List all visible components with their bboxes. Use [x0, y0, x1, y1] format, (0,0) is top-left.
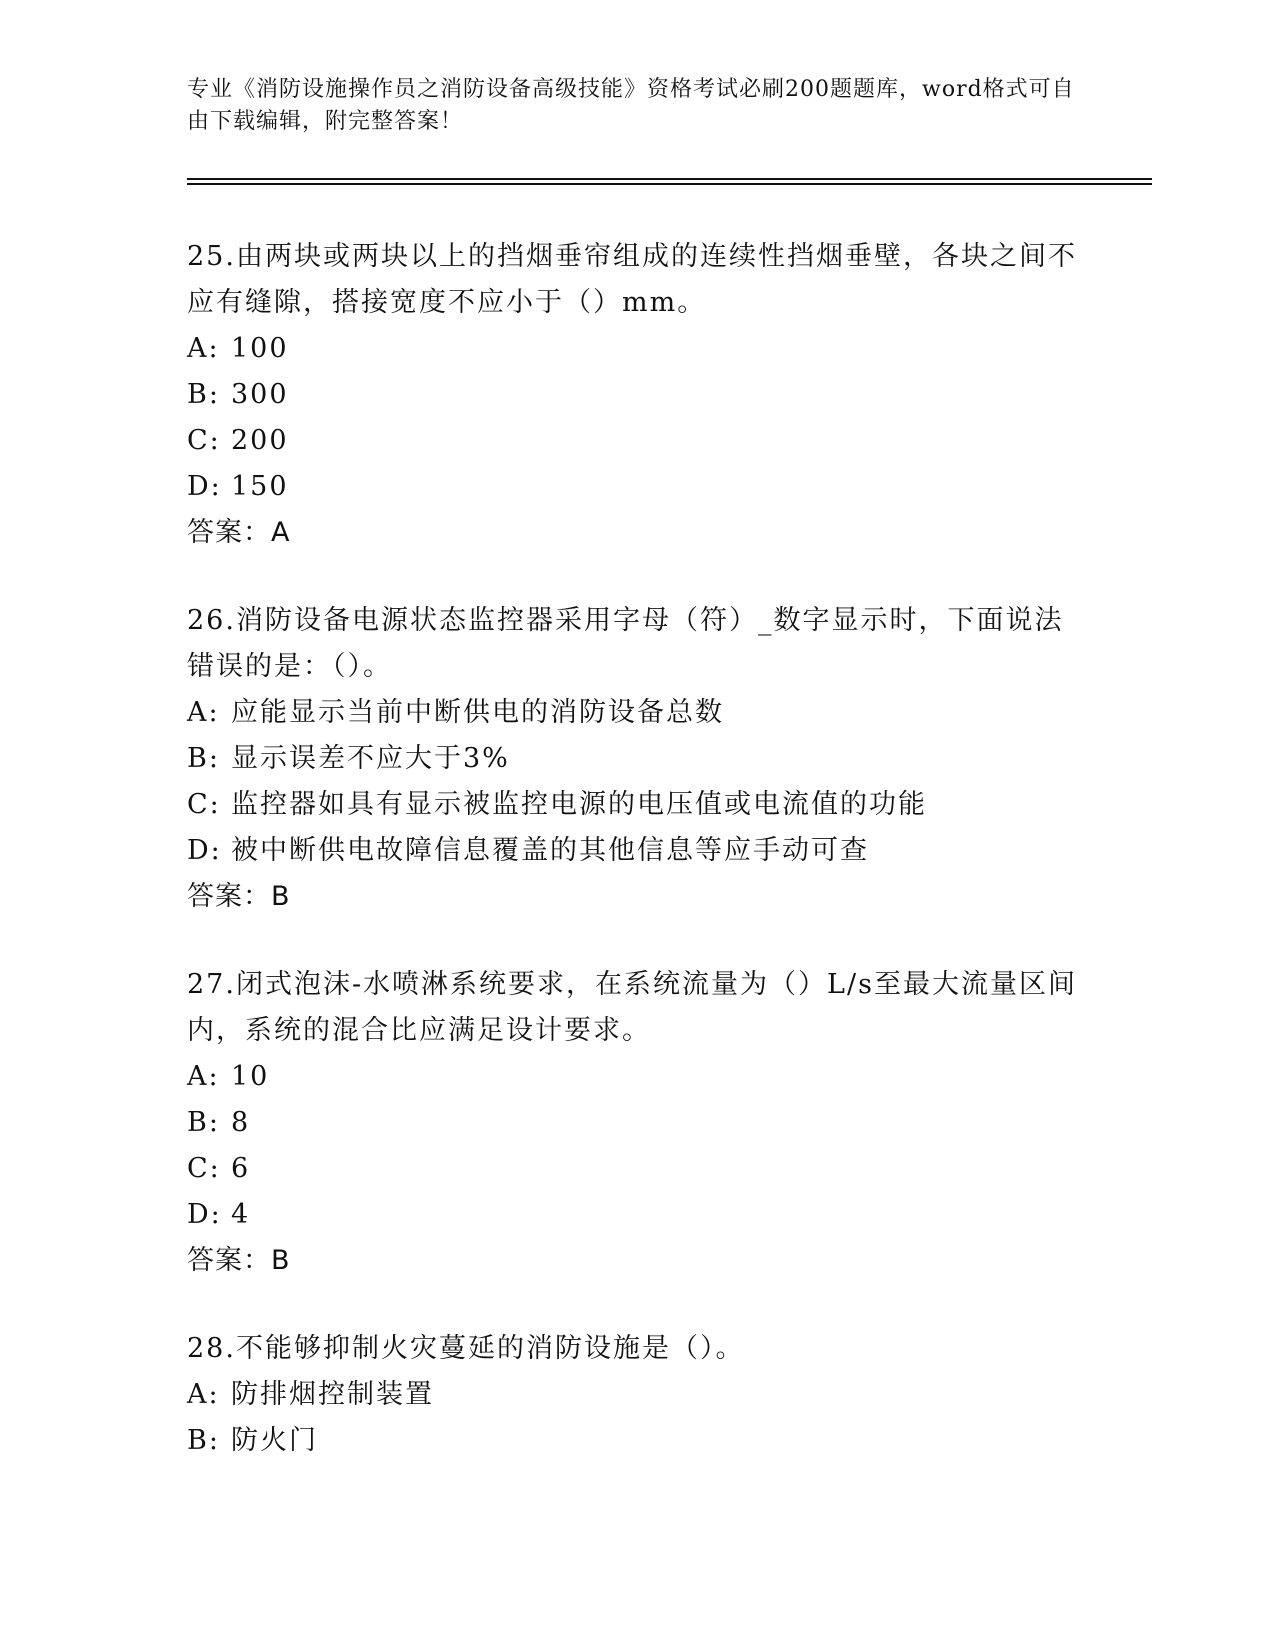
- question-25: [187, 234, 1087, 556]
- option-key: D:: [187, 1199, 222, 1230]
- option-text: 200: [231, 425, 289, 456]
- option-list: [187, 326, 1087, 510]
- option-text: 150: [231, 471, 289, 502]
- question-stem: 27.闭式泡沫-水喷淋系统要求，在系统流量为（）L/s至最大流量区间内，系统的混合比应满足设计要求。: [187, 969, 1077, 1046]
- answer-line: 答案：A: [187, 517, 291, 548]
- option-text: 应能显示当前中断供电的消防设备总数: [231, 697, 724, 728]
- document-header: 专业《消防设施操作员之消防设备高级技能》资格考试必刷200题题库，word格式可自由下载编辑，附完整答案！: [187, 77, 1075, 134]
- option-text: 防火门: [231, 1425, 318, 1456]
- question-stem: 26.消防设备电源状态监控器采用字母（符）_数字显示时，下面说法错误的是：（）。: [187, 605, 1064, 682]
- option-key: A:: [187, 1379, 220, 1410]
- option-d: [187, 1192, 1087, 1238]
- question-stem: 28.不能够抑制火灾蔓延的消防设施是（）。: [187, 1333, 745, 1364]
- option-text: 6: [231, 1153, 251, 1184]
- answer-line: 答案：B: [187, 881, 291, 912]
- option-key: D:: [187, 835, 222, 866]
- option-text: 监控器如具有显示被监控电源的电压值或电流值的功能: [231, 789, 927, 820]
- option-c: [187, 1146, 1087, 1192]
- option-a: [187, 690, 1087, 736]
- option-key: B:: [187, 1425, 220, 1456]
- option-c: [187, 418, 1087, 464]
- option-text: 10: [231, 1061, 270, 1092]
- option-key: D:: [187, 471, 222, 502]
- option-b: [187, 736, 1087, 782]
- option-a: [187, 1372, 1087, 1418]
- option-key: B:: [187, 1107, 220, 1138]
- option-b: [187, 1418, 1087, 1464]
- option-text: 被中断供电故障信息覆盖的其他信息等应手动可查: [231, 835, 869, 866]
- option-key: B:: [187, 743, 220, 774]
- option-b: [187, 1100, 1087, 1146]
- option-b: [187, 372, 1087, 418]
- question-stem: 25.由两块或两块以上的挡烟垂帘组成的连续性挡烟垂壁，各块之间不应有缝隙，搭接宽度不应小于（）mm。: [187, 241, 1077, 318]
- option-text: 300: [231, 379, 289, 410]
- option-text: 4: [231, 1199, 251, 1230]
- option-a: [187, 1054, 1087, 1100]
- option-key: A:: [187, 333, 220, 364]
- option-text: 显示误差不应大于3%: [231, 743, 510, 774]
- question-27: [187, 962, 1087, 1284]
- header-divider-top: [187, 178, 1152, 180]
- option-key: C:: [187, 425, 221, 456]
- answer-line: 答案：B: [187, 1245, 291, 1276]
- option-c: [187, 782, 1087, 828]
- option-key: C:: [187, 789, 221, 820]
- option-key: B:: [187, 379, 220, 410]
- question-26: [187, 598, 1087, 920]
- option-list: [187, 690, 1087, 874]
- option-key: A:: [187, 1061, 220, 1092]
- option-key: C:: [187, 1153, 221, 1184]
- option-list: [187, 1372, 1087, 1464]
- header-divider-bottom: [187, 183, 1152, 185]
- option-d: [187, 464, 1087, 510]
- option-key: A:: [187, 697, 220, 728]
- option-d: [187, 828, 1087, 874]
- option-list: [187, 1054, 1087, 1238]
- question-28: [187, 1326, 1087, 1464]
- option-text: 防排烟控制装置: [231, 1379, 434, 1410]
- option-a: [187, 326, 1087, 372]
- option-text: 8: [231, 1107, 251, 1138]
- option-text: 100: [231, 333, 289, 364]
